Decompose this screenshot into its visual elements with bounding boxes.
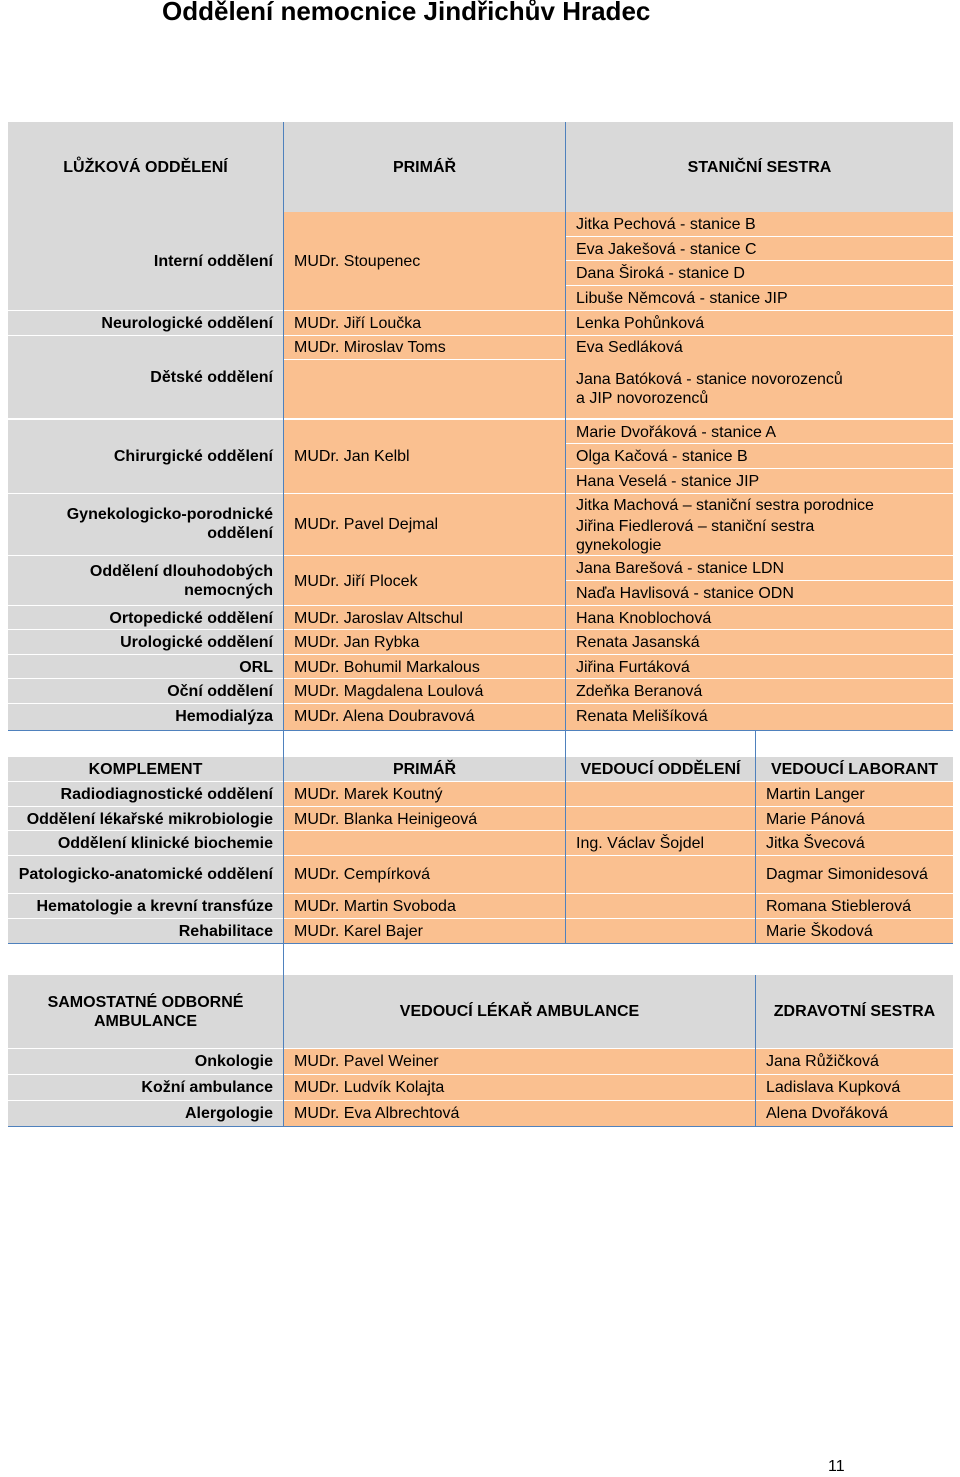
row-divider bbox=[566, 285, 953, 286]
row-divider bbox=[284, 359, 565, 360]
header-outpatient-label: SAMOSTATNÉ ODBORNÉ AMBULANCE bbox=[47, 993, 244, 1030]
row-divider bbox=[566, 468, 953, 469]
row-divider bbox=[8, 493, 953, 494]
complement-dept-cell: Oddělení klinické biochemie bbox=[57, 834, 273, 852]
row-divider bbox=[8, 855, 953, 856]
complement-head-cell: Ing. Václav Šojdel bbox=[576, 834, 705, 852]
complement-dept-cell: Radiodiagnostické oddělení bbox=[60, 785, 273, 803]
row-divider bbox=[8, 555, 953, 556]
dept-cell: Gynekologicko-porodnické oddělení bbox=[66, 506, 273, 542]
complement-lab-cell: Marie Škodová bbox=[766, 922, 873, 940]
dept-cell: Neurologické oddělení bbox=[101, 314, 273, 332]
doctor-cell: MUDr. Miroslav Toms bbox=[294, 339, 446, 356]
row-divider bbox=[8, 1100, 953, 1101]
page-number: 11 bbox=[828, 1458, 845, 1475]
complement-doctor-cell: MUDr. Blanka Heinigeová bbox=[294, 810, 478, 828]
row-divider bbox=[566, 580, 953, 581]
header-complement: KOMPLEMENT bbox=[8, 757, 283, 781]
nurse-cell: Marie Dvořáková - stanice A bbox=[576, 423, 777, 441]
outpatient-nurse-cell: Jana Růžičková bbox=[766, 1053, 879, 1070]
nurse-cell: Naďa Havlisová - stanice ODN bbox=[576, 584, 794, 602]
doctor-cell: MUDr. Jaroslav Altschul bbox=[294, 609, 463, 627]
nurse-cell: Hana Veselá - stanice JIP bbox=[576, 472, 760, 490]
doctor-cell: MUDr. Pavel Dejmal bbox=[294, 515, 439, 533]
doctor-cell: MUDr. Stoupenec bbox=[294, 253, 421, 270]
doctor-cell: MUDr. Magdalena Loulová bbox=[294, 682, 484, 700]
page-title: Oddělení nemocnice Jindřichův Hradec bbox=[162, 0, 651, 26]
nurse-cell: Jitka Pechová - stanice B bbox=[576, 215, 756, 233]
complement-lab-cell: Martin Langer bbox=[766, 785, 865, 803]
header-nurse: ZDRAVOTNÍ SESTRA bbox=[756, 975, 953, 1048]
row-divider bbox=[8, 1074, 953, 1075]
dept-cell: Ortopedické oddělení bbox=[109, 609, 273, 627]
nurse-cell: Eva Sedláková bbox=[576, 339, 683, 356]
dept-cell: Dětské oddělení bbox=[150, 368, 273, 386]
outpatient-nurse-cell: Ladislava Kupková bbox=[766, 1079, 901, 1096]
table-rule bbox=[8, 730, 953, 731]
row-divider bbox=[8, 893, 953, 894]
row-divider bbox=[8, 654, 953, 655]
complement-lab-cell: Marie Pánová bbox=[766, 810, 865, 828]
column-rule bbox=[755, 730, 756, 943]
row-divider bbox=[8, 918, 953, 919]
complement-dept-cell: Patologicko-anatomické oddělení bbox=[18, 866, 273, 883]
row-divider bbox=[8, 335, 953, 336]
column-rule bbox=[565, 122, 566, 943]
table-rule bbox=[8, 943, 953, 944]
complement-doctor-cell: MUDr. Karel Bajer bbox=[294, 922, 423, 940]
complement-lab-cell: Dagmar Simonidesová bbox=[766, 866, 928, 883]
complement-doctor-cell: MUDr. Marek Koutný bbox=[294, 785, 443, 803]
nurse-cell: Olga Kačová - stanice B bbox=[576, 447, 748, 465]
header-head-outpatient-physician: VEDOUCÍ LÉKAŘ AMBULANCE bbox=[284, 975, 755, 1048]
nurse-cell: Eva Jakešová - stanice C bbox=[576, 240, 757, 258]
header-head-physician: PRIMÁŘ bbox=[284, 122, 565, 212]
nurse-cell: Zdeňka Beranová bbox=[576, 682, 703, 700]
complement-dept-cell: Rehabilitace bbox=[178, 922, 273, 940]
row-divider bbox=[566, 443, 953, 444]
header-head-nurse: STANIČNÍ SESTRA bbox=[566, 122, 953, 212]
row-divider bbox=[8, 830, 953, 831]
table-rule bbox=[8, 1126, 953, 1127]
outpatient-doctor-cell: MUDr. Eva Albrechtová bbox=[294, 1105, 460, 1122]
outpatient-dept-cell: Alergologie bbox=[184, 1105, 273, 1122]
header-inpatient-dept: LŮŽKOVÁ ODDĚLENÍ bbox=[8, 122, 283, 212]
header-head-of-department: VEDOUCÍ ODDĚLENÍ bbox=[566, 757, 755, 781]
doctor-cell: MUDr. Jiří Loučka bbox=[294, 314, 422, 332]
row-divider bbox=[8, 310, 953, 311]
column-rule bbox=[755, 975, 756, 1126]
dept-cell: ORL bbox=[239, 658, 273, 676]
row-divider bbox=[566, 260, 953, 261]
row-divider bbox=[8, 605, 953, 606]
complement-dept-cell: Hematologie a krevní transfúze bbox=[36, 897, 273, 915]
header-outpatient bbox=[8, 975, 283, 1048]
complement-doctor-cell: MUDr. Cempírková bbox=[294, 866, 431, 883]
row-divider bbox=[8, 418, 953, 420]
header-head-physician: PRIMÁŘ bbox=[284, 757, 565, 781]
doctor-cell: MUDr. Jan Rybka bbox=[294, 633, 420, 651]
header-head-lab-technician: VEDOUCÍ LABORANT bbox=[756, 757, 953, 781]
outpatient-dept-cell: Kožní ambulance bbox=[141, 1079, 273, 1096]
nurse-cell: Hana Knoblochová bbox=[576, 609, 712, 627]
dept-cell: Hemodialýza bbox=[175, 708, 273, 725]
doctor-cell: MUDr. Jiří Plocek bbox=[294, 572, 418, 590]
row-divider bbox=[8, 703, 953, 704]
nurse-cell: Jitka Machová – staniční sestra porodnice bbox=[576, 497, 874, 514]
doctor-cell: MUDr. Jan Kelbl bbox=[294, 448, 410, 465]
dept-cell: Interní oddělení bbox=[153, 253, 273, 270]
nurse-cell: Jana Barešová - stanice LDN bbox=[576, 559, 785, 577]
nurse-cell: Jana Batóková - stanice novorozenců a JIP novorozenců bbox=[576, 371, 843, 407]
outpatient-dept-cell: Onkologie bbox=[194, 1053, 273, 1070]
column-rule bbox=[283, 122, 284, 1126]
outpatient-doctor-cell: MUDr. Ludvík Kolajta bbox=[294, 1079, 445, 1096]
complement-lab-cell: Jitka Švecová bbox=[766, 834, 865, 852]
complement-lab-cell: Romana Stieblerová bbox=[766, 897, 911, 915]
nurse-cell: Renata Jasanská bbox=[576, 633, 700, 651]
complement-dept-cell: Oddělení lékařské mikrobiologie bbox=[26, 810, 273, 828]
row-divider bbox=[8, 678, 953, 679]
nurse-cell: Renata Melišíková bbox=[576, 708, 708, 725]
outpatient-doctor-cell: MUDr. Pavel Weiner bbox=[294, 1053, 439, 1070]
dept-cell: Chirurgické oddělení bbox=[113, 448, 273, 465]
nurse-cell: Dana Široká - stanice D bbox=[576, 264, 745, 282]
doctor-cell: MUDr. Bohumil Markalous bbox=[294, 658, 480, 676]
dept-cell: Oddělení dlouhodobých nemocných bbox=[89, 563, 273, 599]
nurse-cell: Jiřina Furtáková bbox=[576, 658, 690, 676]
outpatient-nurse-cell: Alena Dvořáková bbox=[766, 1105, 888, 1122]
row-divider bbox=[566, 236, 953, 237]
doctor-cell: MUDr. Alena Doubravová bbox=[294, 708, 475, 725]
dept-cell: Oční oddělení bbox=[167, 682, 273, 700]
nurse-cell: Lenka Pohůnková bbox=[576, 314, 705, 332]
row-divider bbox=[8, 806, 953, 807]
row-divider bbox=[8, 629, 953, 630]
nurse-cell: Libuše Němcová - stanice JIP bbox=[576, 289, 788, 307]
dept-cell: Urologické oddělení bbox=[120, 633, 273, 651]
nurse-cell: Jiřina Fiedlerová – staniční sestra gynekologie bbox=[576, 518, 815, 554]
complement-doctor-cell: MUDr. Martin Svoboda bbox=[294, 897, 456, 915]
